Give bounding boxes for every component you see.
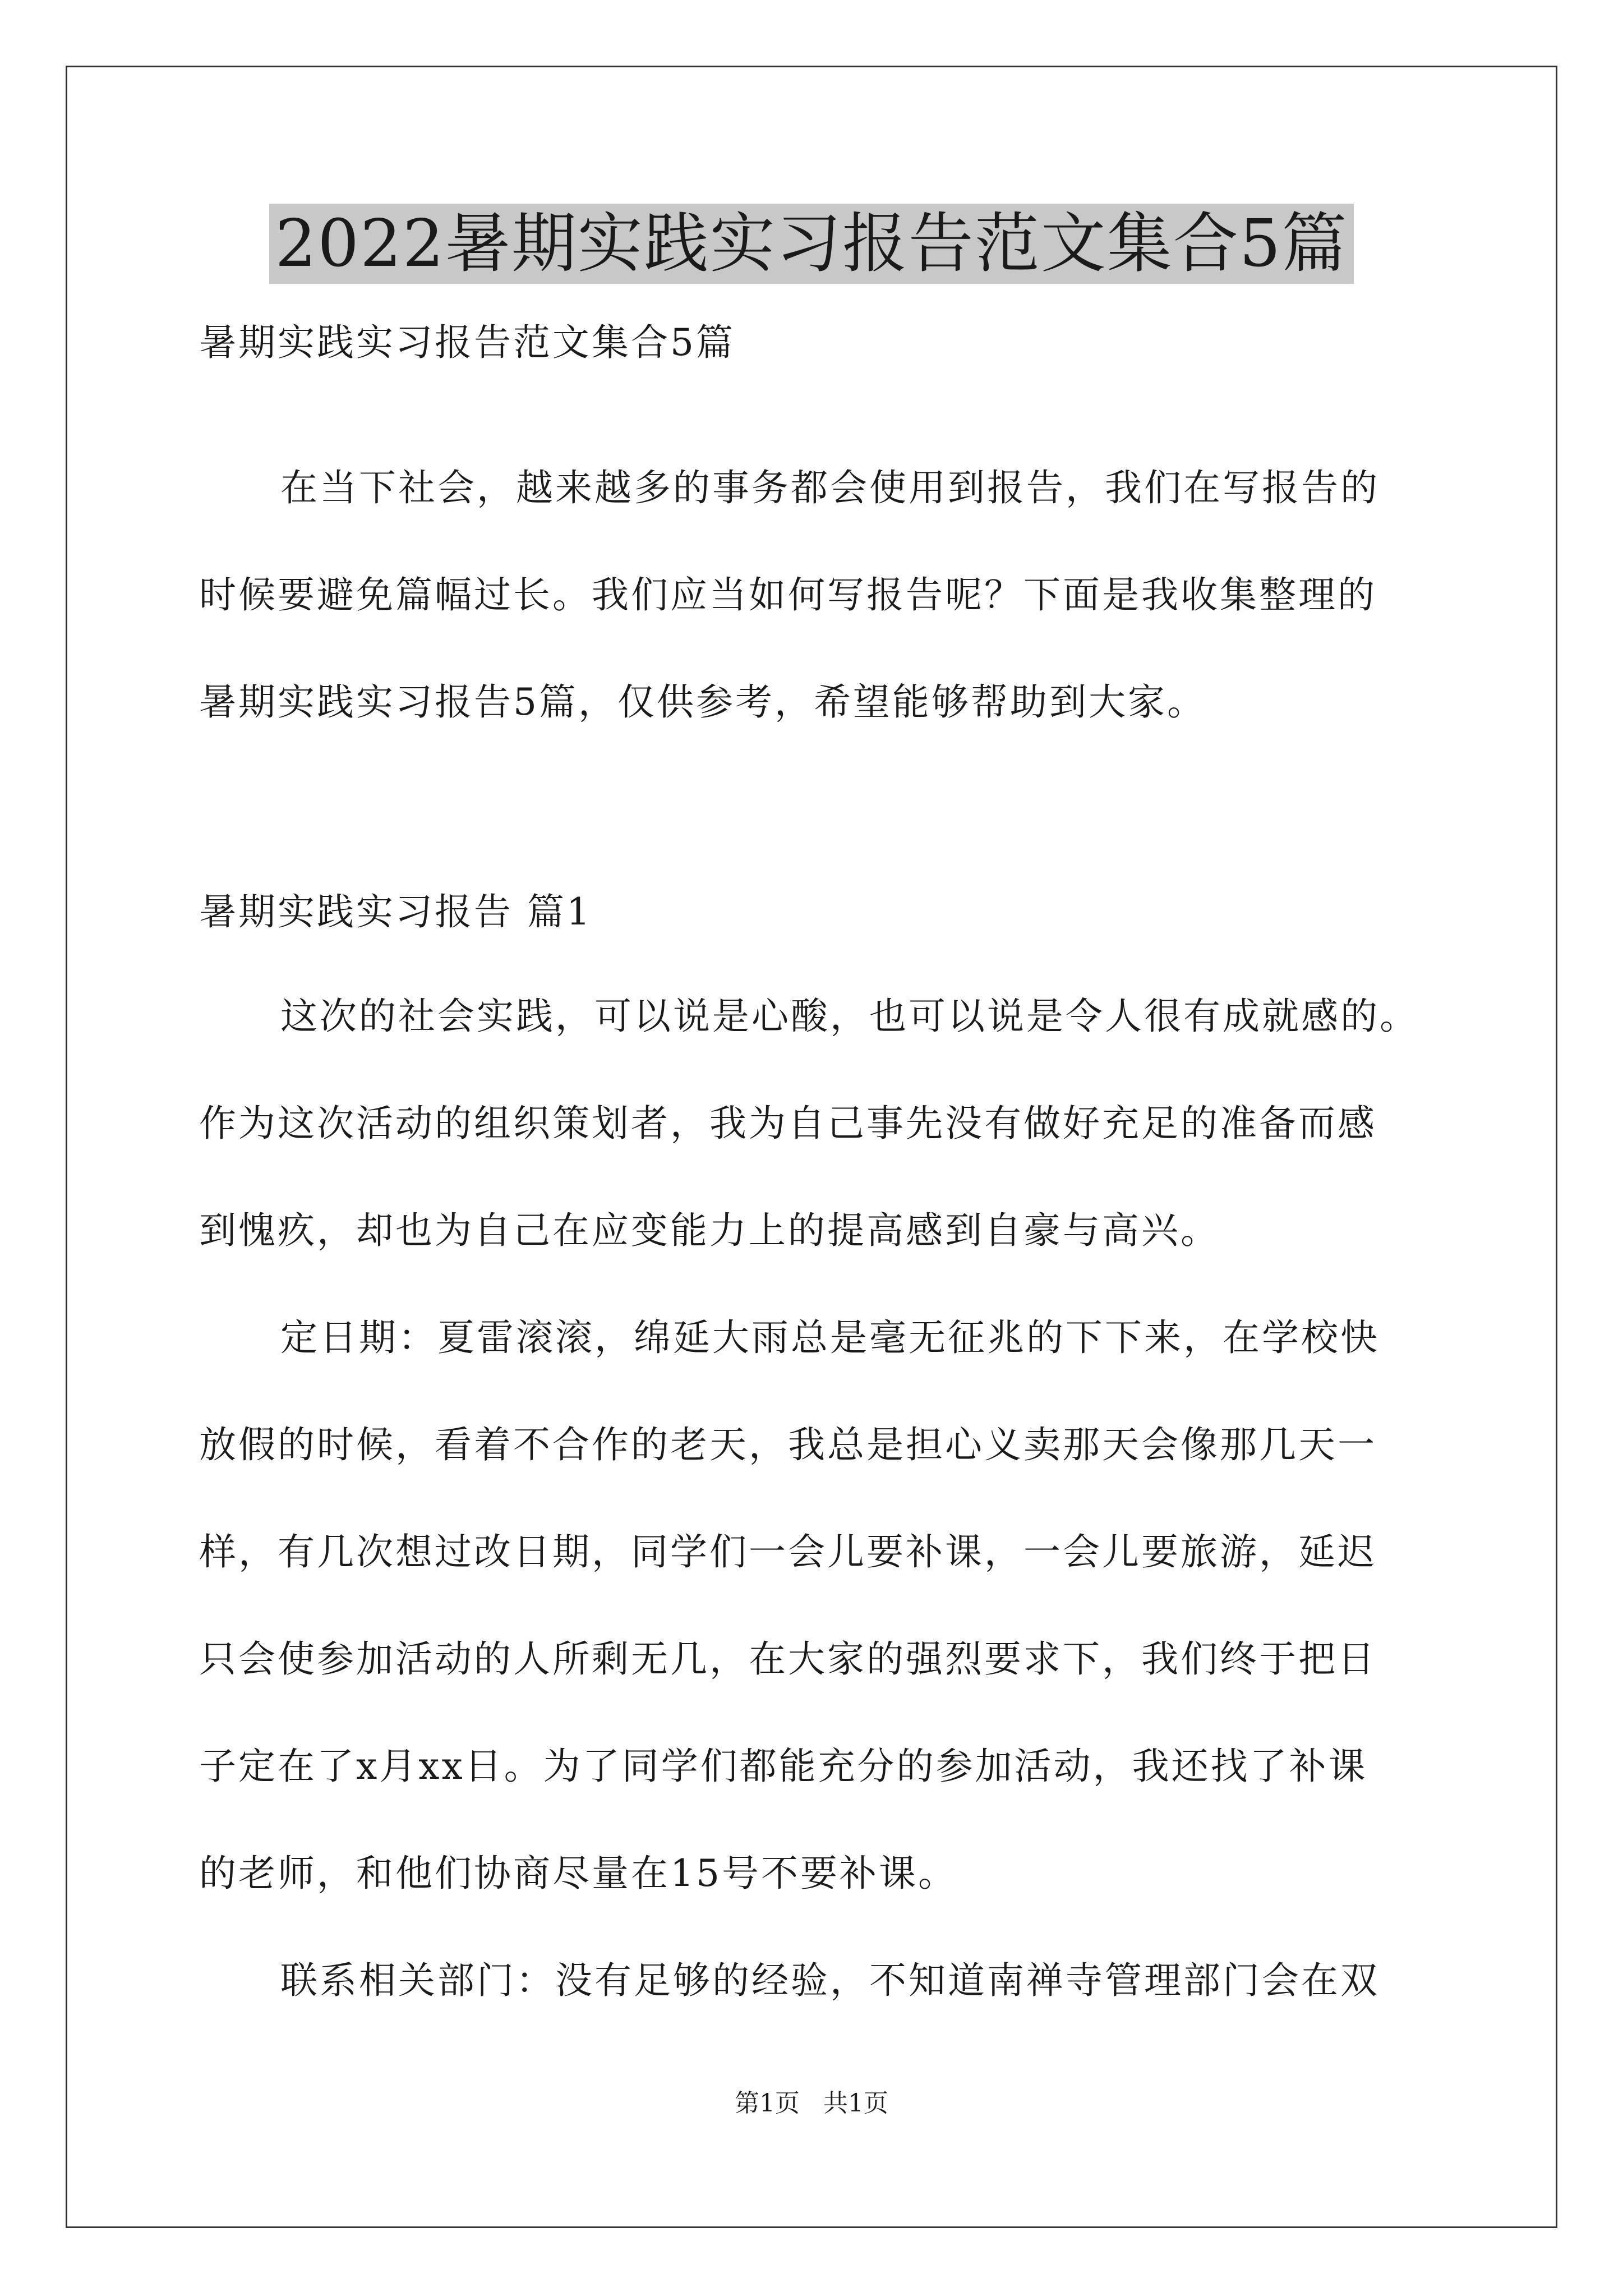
intro-line-1: 在当下社会，越来越多的事务都会使用到报告，我们在写报告的 (280, 466, 1380, 509)
document-title-text: 2022暑期实践实习报告范文集合5篇 (269, 204, 1353, 284)
paragraph1-line-1: 这次的社会实践，可以说是心酸，也可以说是令人很有成就感的。 (280, 995, 1419, 1038)
section-heading: 暑期实践实习报告 篇1 (199, 890, 592, 933)
paragraph3-line-1: 联系相关部门：没有足够的经验，不知道南禅寺管理部门会在双 (280, 1959, 1380, 2002)
paragraph2-line-4: 只会使参加活动的人所剩无几，在大家的强烈要求下，我们终于把日 (199, 1637, 1377, 1681)
page-footer: 第1页 共1页 (735, 2089, 888, 2118)
paragraph2-line-3: 样，有几次想过改日期，同学们一会儿要补课，一会儿要旅游，延迟 (199, 1530, 1377, 1573)
paragraph2-line-2: 放假的时候，看着不合作的老天，我总是担心义卖那天会像那几天一 (199, 1423, 1377, 1466)
paragraph1-line-3: 到愧疚，却也为自己在应变能力上的提高感到自豪与高兴。 (199, 1209, 1220, 1252)
paragraph2-line-5: 子定在了x月xx日。为了同学们都能充分的参加活动，我还找了补课 (199, 1745, 1368, 1788)
document-title (0, 196, 1623, 292)
paragraph2-line-1: 定日期：夏雷滚滚，绵延大雨总是毫无征兆的下下来，在学校快 (280, 1316, 1380, 1359)
intro-line-2: 时候要避免篇幅过长。我们应当如何写报告呢？下面是我收集整理的 (199, 573, 1377, 616)
document-subtitle: 暑期实践实习报告范文集合5篇 (199, 321, 735, 364)
paragraph1-line-2: 作为这次活动的组织策划者，我为自己事先没有做好充足的准备而感 (199, 1102, 1377, 1145)
paragraph2-line-6: 的老师，和他们协商尽量在15号不要补课。 (199, 1852, 957, 1895)
intro-line-3: 暑期实践实习报告5篇，仅供参考，希望能够帮助到大家。 (199, 680, 1206, 724)
